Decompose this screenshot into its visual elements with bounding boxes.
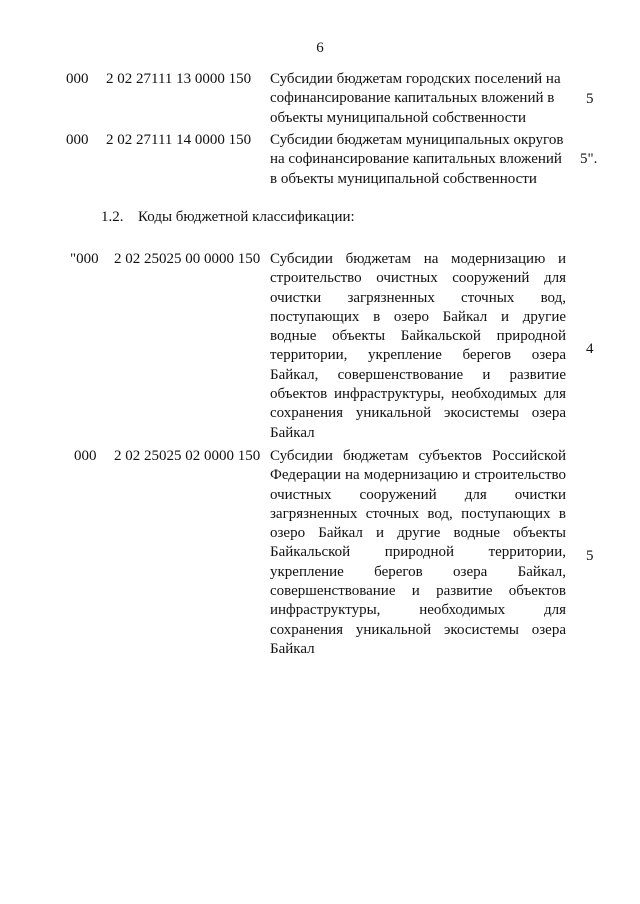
budget-code: 2 02 25025 00 0000 150 <box>114 251 261 267</box>
income-name: Субсидии бюджетам на модернизацию и строительство очистных сооружений для очистки загрязненных сточных вод, поступающих в озеро Байкал и другие водные объекты Байкальской природной территории, укрепление берегов озера Байкал, совершенствование и развитие объектов инфраструктуры, необходимых для сохранения уникальной экосистемы озера Байкал <box>270 251 566 441</box>
admin-code: "000 <box>70 251 99 267</box>
section-title: Коды бюджетной классификации: <box>138 209 355 225</box>
budget-level: 4 <box>586 341 594 357</box>
income-name: Субсидии бюджетам муниципальных округов на софинансирование капитальных вложений в объекты муниципальной собственности <box>270 132 564 187</box>
budget-level: 5 <box>586 548 594 564</box>
income-name: Субсидии бюджетам субъектов Российской Федерации на модернизацию и строительство очистных сооружений для очистки загрязненных сточных вод, поступающих в озеро Байкал и другие водные объекты Байкальской природной территории, укрепление берегов озера Байкал, совершенствование и развитие объектов инфраструктуры, необходимых для сохранения уникальной экосистемы озера Байкал <box>270 448 566 657</box>
section-heading <box>101 208 355 227</box>
page-number: 6 <box>316 40 324 56</box>
budget-code: 2 02 27111 14 0000 150 <box>106 132 252 148</box>
admin-code: 000 <box>66 71 89 87</box>
budget-level: 5". <box>580 151 598 167</box>
income-name: Субсидии бюджетам городских поселений на софинансирование капитальных вложений в объекты муниципальной собственности <box>270 71 561 126</box>
budget-code: 2 02 25025 02 0000 150 <box>114 448 261 464</box>
budget-code: 2 02 27111 13 0000 150 <box>106 71 252 87</box>
budget-level: 5 <box>586 91 594 107</box>
admin-code: 000 <box>74 448 97 464</box>
section-number: 1.2. <box>101 209 124 225</box>
admin-code: 000 <box>66 132 89 148</box>
